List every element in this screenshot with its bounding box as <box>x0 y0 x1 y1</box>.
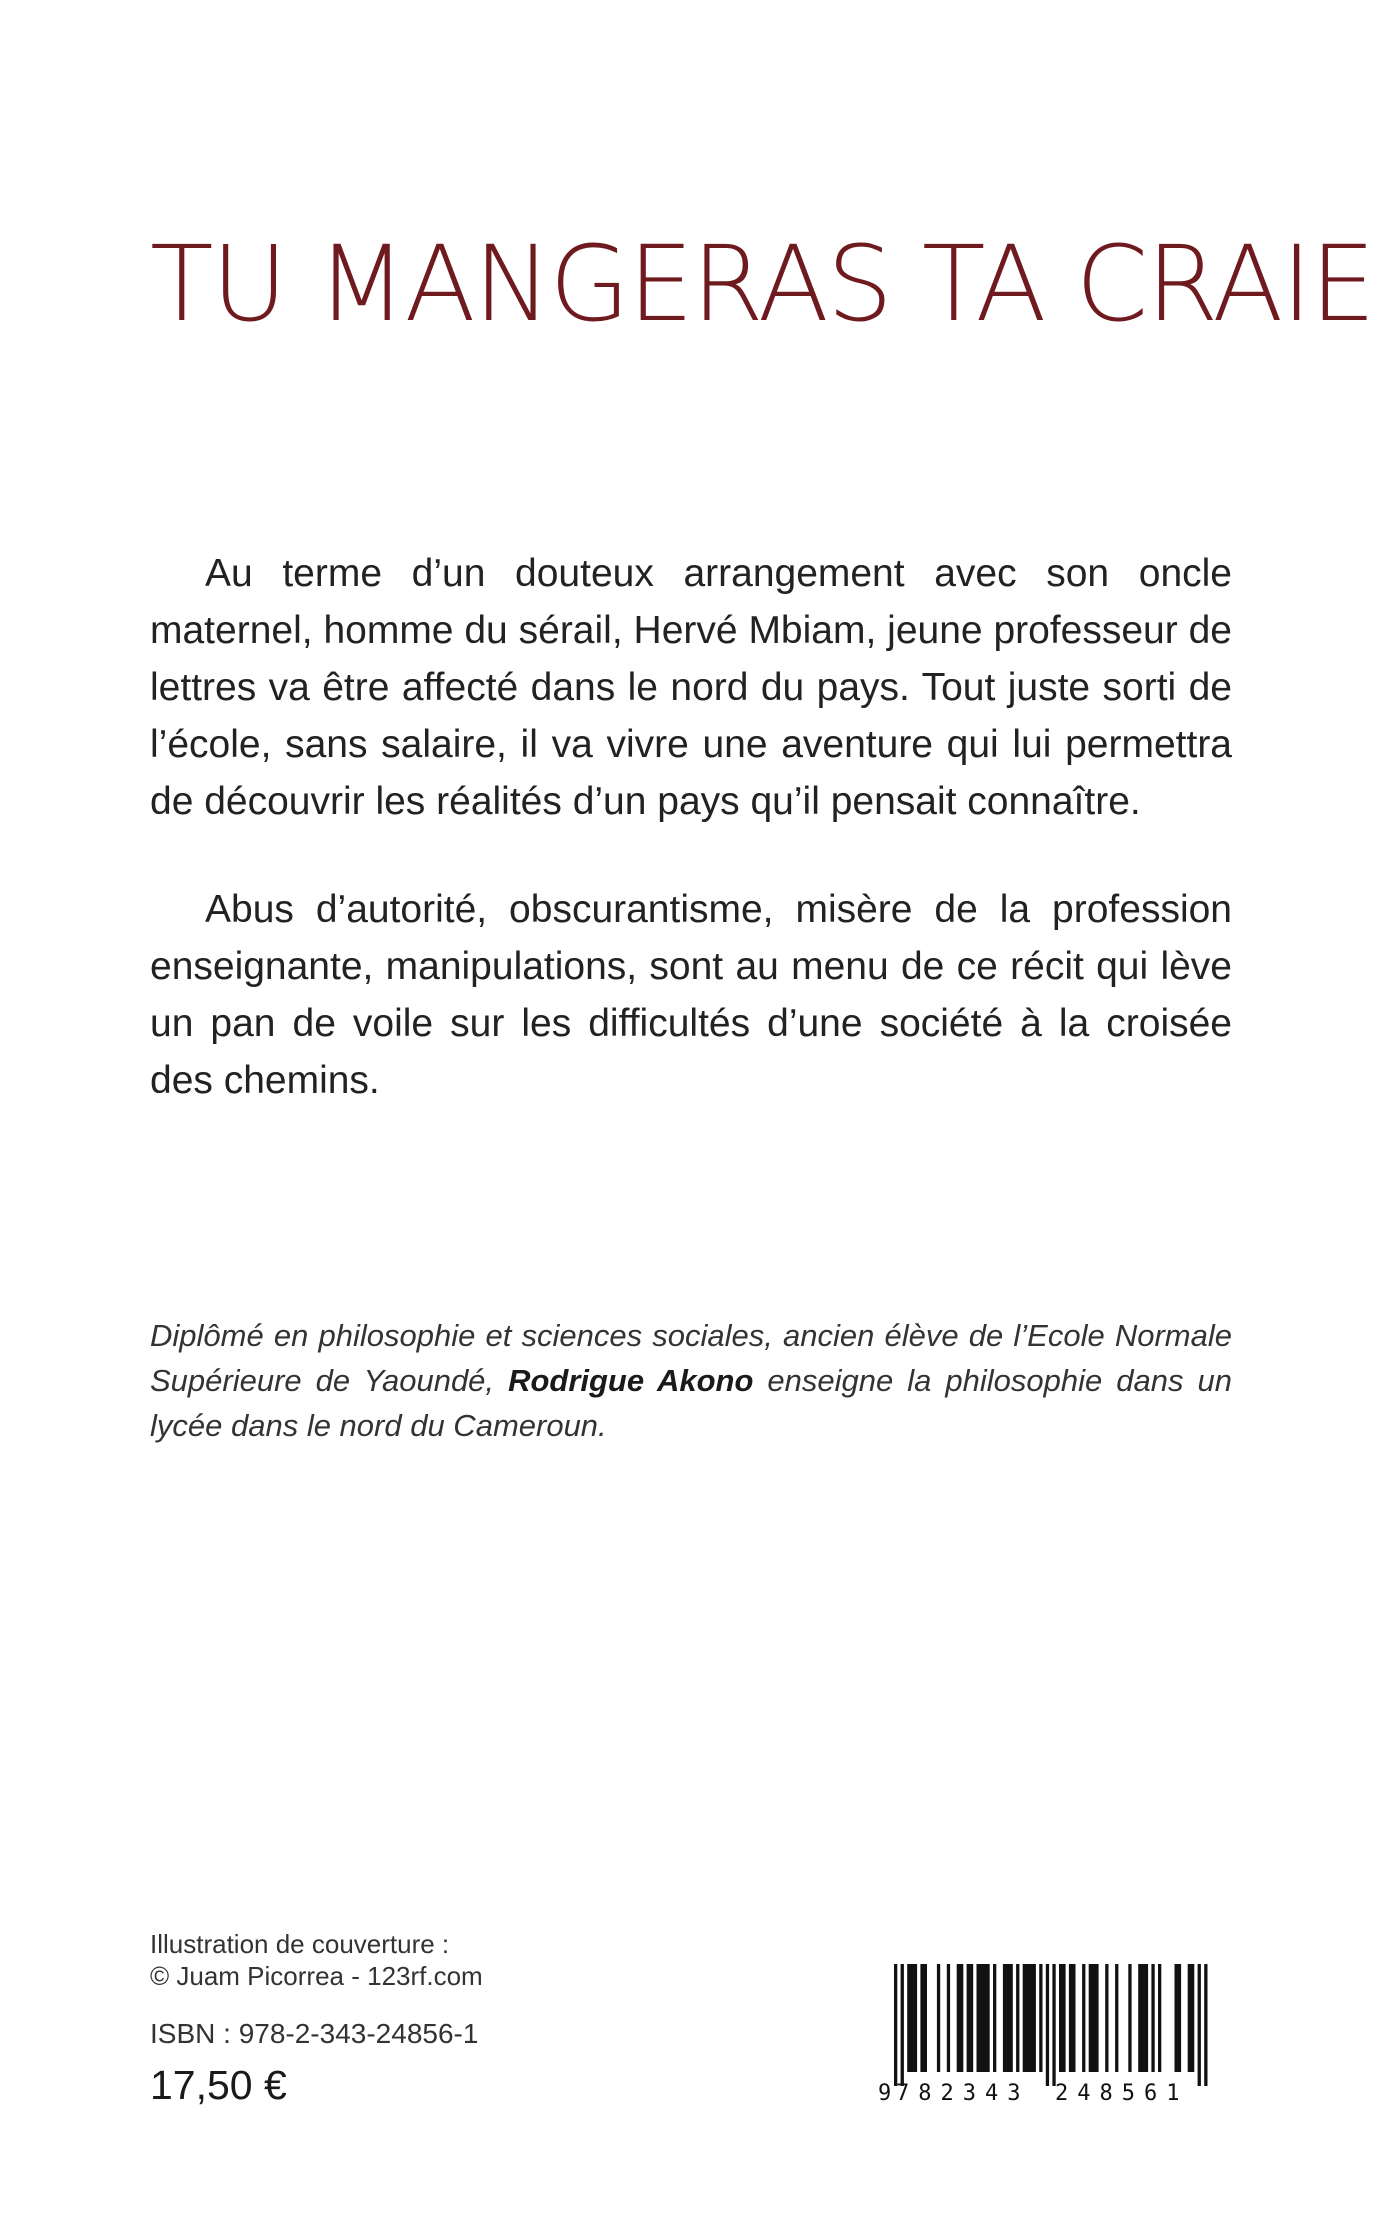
barcode-bar <box>1158 1964 1161 2072</box>
barcode-bar <box>1039 1964 1042 2072</box>
summary-paragraph: Abus d’autorité, obscurantisme, misère de la profession enseignante, manipulations, sont au menu de ce récit qui lève un pan de voile sur les difficultés d’une société à la croisée des chemins. <box>150 888 1232 1102</box>
barcode-bar <box>1003 1964 1013 2072</box>
barcode-bar <box>977 1964 990 2072</box>
barcode-bar <box>1188 1964 1195 2072</box>
barcode-bar <box>993 1964 996 2072</box>
cover-credits <box>150 1928 483 1992</box>
barcode-bar <box>947 1964 950 2072</box>
barcode-bar <box>901 1964 904 2086</box>
barcode-bar <box>1059 1964 1066 2072</box>
author-name: Rodrigue Akono <box>508 1363 754 1398</box>
author-bio <box>150 1313 1232 1448</box>
barcode-bar <box>920 1964 927 2072</box>
barcode-bar <box>1151 1964 1154 2072</box>
isbn-barcode <box>870 1960 1222 2105</box>
barcode-bar <box>894 1964 897 2086</box>
barcode-bar <box>1198 1964 1201 2086</box>
isbn: ISBN : 978-2-343-24856-1 <box>150 2018 479 2049</box>
credits-label: Illustration de couverture : <box>150 1929 450 1959</box>
barcode-bar <box>1138 1964 1148 2072</box>
barcode-bar <box>1023 1964 1036 2072</box>
back-cover-summary <box>150 545 1232 1109</box>
barcode-bar <box>1069 1964 1076 2072</box>
barcode-bar <box>1052 1964 1055 2086</box>
barcode-bar <box>1046 1964 1049 2086</box>
credits-source: © Juam Picorrea - 123rf.com <box>150 1961 483 1991</box>
barcode-bar <box>1105 1964 1108 2072</box>
barcode-bar <box>967 1964 974 2072</box>
author-bio-intro: Diplômé en philosophie et sciences sociales, ancien élève de l’Ecole Normale Supérieure de Yaoundé, <box>150 1318 1232 1398</box>
barcode-bar <box>1128 1964 1131 2072</box>
price: 17,50 € <box>150 2062 287 2108</box>
barcode-bar <box>1082 1964 1085 2072</box>
barcode-bar <box>937 1964 940 2072</box>
barcode-bar <box>1175 1964 1182 2072</box>
barcode-bar <box>1089 1964 1099 2072</box>
barcode-right-digits: 248561 <box>1055 2081 1189 2105</box>
barcode-bar <box>907 1964 917 2072</box>
barcode-first-digit: 9 <box>878 2081 892 2105</box>
author-bio-outro: enseigne la philosophie dans un lycée dans le nord du Cameroun. <box>150 1363 1233 1443</box>
barcode-bars <box>894 1964 1208 2086</box>
barcode-bar <box>1115 1964 1118 2072</box>
barcode-left-digits: 782343 <box>896 2081 1030 2105</box>
book-title: TU MANGERAS TA CRAIE <box>150 223 1374 345</box>
summary-paragraph: Au terme d’un douteux arrangement avec son oncle maternel, homme du sérail, Hervé Mbiam, jeune professeur de lettres va être affecté dans le nord du pays. Tout juste sorti de l’école, sans salaire, il va vivre une aventure qui lui permettra de découvrir les réalités d’un pays qu’il pensait connaître. <box>150 552 1232 823</box>
barcode-bar <box>1016 1964 1019 2072</box>
barcode-bar <box>957 1964 964 2072</box>
barcode-bar <box>1204 1964 1207 2086</box>
